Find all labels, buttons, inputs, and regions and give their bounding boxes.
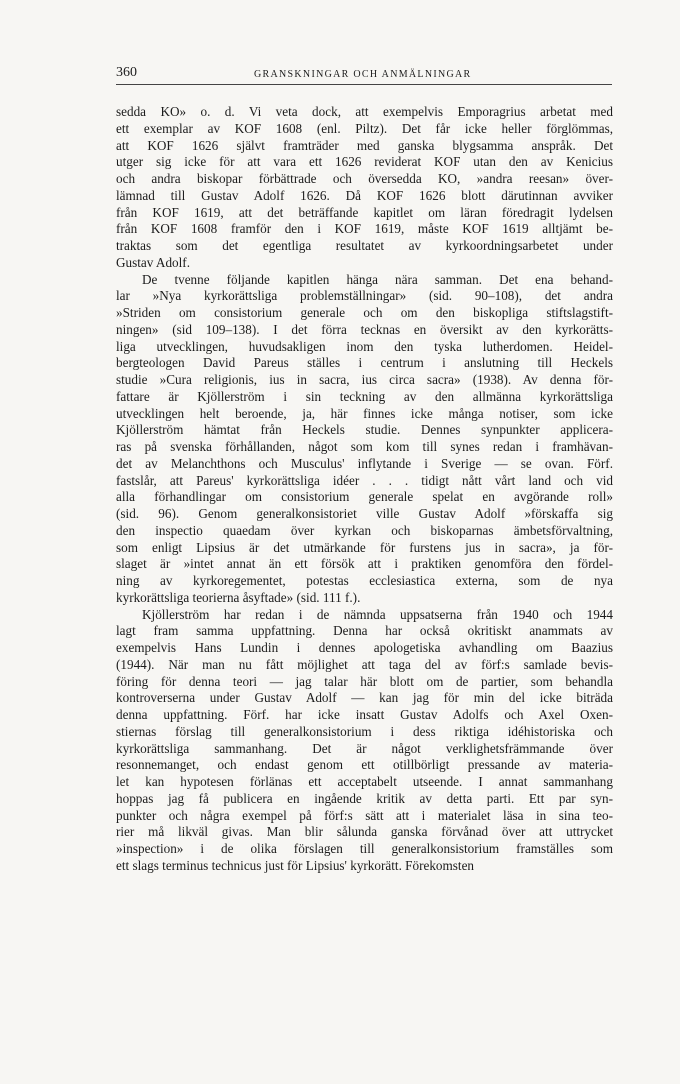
paragraph	[116, 272, 613, 607]
text-line: ras på svenska förhållanden, något som kom till synes redan i framhävan-	[116, 439, 613, 454]
text-line: resonnemanget, och endast genom ett otillbörligt pressande av materia-	[116, 757, 613, 773]
text-line: (1944). När man nu fått möjlighet att taga del av förf:s samlade bevis-	[116, 656, 613, 672]
text-line: Kjöllerström hämtat från Heckels studie. Dennes synpunkter applicera-	[116, 422, 613, 438]
text-line: Kjöllerström har redan i de nämnda uppsatserna från 1940 och 1944	[142, 606, 613, 622]
text-line: lämnad till Gustav Adolf 1626. Då KOF 1626 blott därutinnan avviker	[116, 187, 613, 203]
text-line: från KOF 1608 framför den i KOF 1619, måste KOF 1619 alltjämt be-	[116, 221, 613, 237]
body-text	[116, 104, 613, 875]
text-line: ning av kyrkoregementet, potestas ecclesiastica externa, som de nya	[116, 573, 613, 588]
text-line: rier må likväl givas. Man blir sålunda ganska förvånad över att uttrycket	[116, 824, 613, 840]
text-line: »Striden om consistorium generale och om den biskopliga stiftslagstift-	[116, 305, 613, 320]
text-line: lar »Nya kyrkorättsliga problemställningar» (sid. 90–108), det andra	[116, 288, 613, 304]
text-line: kontroverserna under Gustav Adolf — kan jag för min del icke biträda	[116, 690, 613, 706]
text-line: liga utvecklingen, huvudsakligen inom den tyska lutherdomen. Heidel-	[116, 338, 613, 354]
text-line: traktas som det egentliga resultatet av kyrkoordningsarbetet under	[116, 238, 613, 253]
text-line: ett slags terminus technicus just för Lipsius' kyrkorätt. Förekomsten	[116, 857, 475, 873]
text-line: kyrkorättsliga sammanhang. Det är något verklighetsfrämmande över	[116, 740, 613, 756]
text-line: att KOF 1626 självt framträder med ganska blygsamma anspråk. Det	[116, 137, 613, 153]
page-header	[116, 65, 612, 85]
text-line: denna uppfattning. Förf. har icke insatt Gustav Adolfs och Axel Oxen-	[116, 707, 613, 722]
text-line: alla förhandlingar om consistorium generale spelat en avgörande roll»	[116, 489, 613, 505]
text-line: från KOF 1619, att det beträffande kapitlet om läran föredragit lydelsen	[116, 204, 613, 220]
text-line: fattare är Kjöllerström i sin teckning av den allmänna kyrkorättsliga	[116, 388, 613, 404]
text-line: slaget är »intet annat än ett försök att i praktiken genomföra den fördel-	[116, 556, 613, 572]
text-line: exempelvis Hans Lundin i dennes apologetiska avhandling om Baazius	[116, 640, 613, 655]
text-line: hoppas jag få publicera en ingående kritik av detta parti. Ett par syn-	[116, 790, 613, 806]
text-line: den inspectio quaedam över kyrkan och biskoparnas ämbetsförvaltning,	[116, 522, 613, 538]
page-number: 360	[116, 65, 137, 80]
text-line: »inspection» i de olika förslagen till generalkonsistorium framställes som	[116, 841, 613, 856]
text-line: kyrkorättsliga teorierna åsyftade» (sid. 111 f.).	[116, 589, 361, 605]
text-line: det av Melanchthons och Musculus' inflytande i Sverige — se ovan. Förf.	[116, 455, 613, 471]
text-line: utvecklingen helt beroende, ja, här finnes icke många notiser, som icke	[116, 405, 613, 421]
text-line: (sid. 96). Genom generalkonsistoriet ville Gustav Adolf »förskaffa sig	[116, 506, 613, 521]
text-line: punkter och några exempel på förf:s sätt att i materialet läsa in sina teo-	[116, 807, 613, 823]
text-line: ningen» (sid 109–138). I det förra tecknas en översikt av den kyrkorätts-	[116, 321, 613, 337]
text-line: Gustav Adolf.	[116, 254, 190, 270]
text-line: fastslår, att Pareus' kyrkorättsliga idéer . . . tidigt nått vårt land och vid	[116, 472, 613, 488]
text-line: som enligt Lipsius är det utmärkande för furstens jus in sacra», ja för-	[116, 539, 613, 555]
text-line: let kan hypotesen förlänas ett acceptabelt utseende. I annat sammanhang	[116, 774, 613, 789]
text-line: och andra biskopar förbättrade och översedda KO, »andra reesan» över-	[116, 171, 613, 186]
paragraph	[116, 104, 613, 272]
text-line: De tvenne följande kapitlen hänga nära samman. Det ena behand-	[142, 271, 613, 287]
text-line: utger sig icke för att vara ett 1626 reviderat KOF utan den av Kenicius	[116, 154, 613, 170]
text-line: bergteologen David Pareus ställes i centrum i anslutning till Heckels	[116, 355, 613, 371]
text-line: föring för denna teori — jag talar här blott om de partier, som behandla	[116, 673, 613, 689]
text-line: ett exemplar av KOF 1608 (enl. Piltz). Det får icke heller förglömmas,	[116, 120, 613, 136]
running-title: GRANSKNINGAR OCH ANMÄLNINGAR	[254, 69, 472, 80]
text-line: lagt fram samma uppfattning. Denna har också okritiskt anammats av	[116, 623, 613, 639]
text-line: sedda KO» o. d. Vi veta dock, att exempelvis Emporagrius arbetat med	[116, 104, 613, 119]
text-line: studie »Cura religionis, ius in sacra, ius circa sacra» (1938). Av denna för-	[116, 372, 613, 387]
paragraph	[116, 607, 613, 875]
text-line: stiernas förslag till generalkonsistorium i dess riktiga idéhistoriska och	[116, 723, 613, 739]
